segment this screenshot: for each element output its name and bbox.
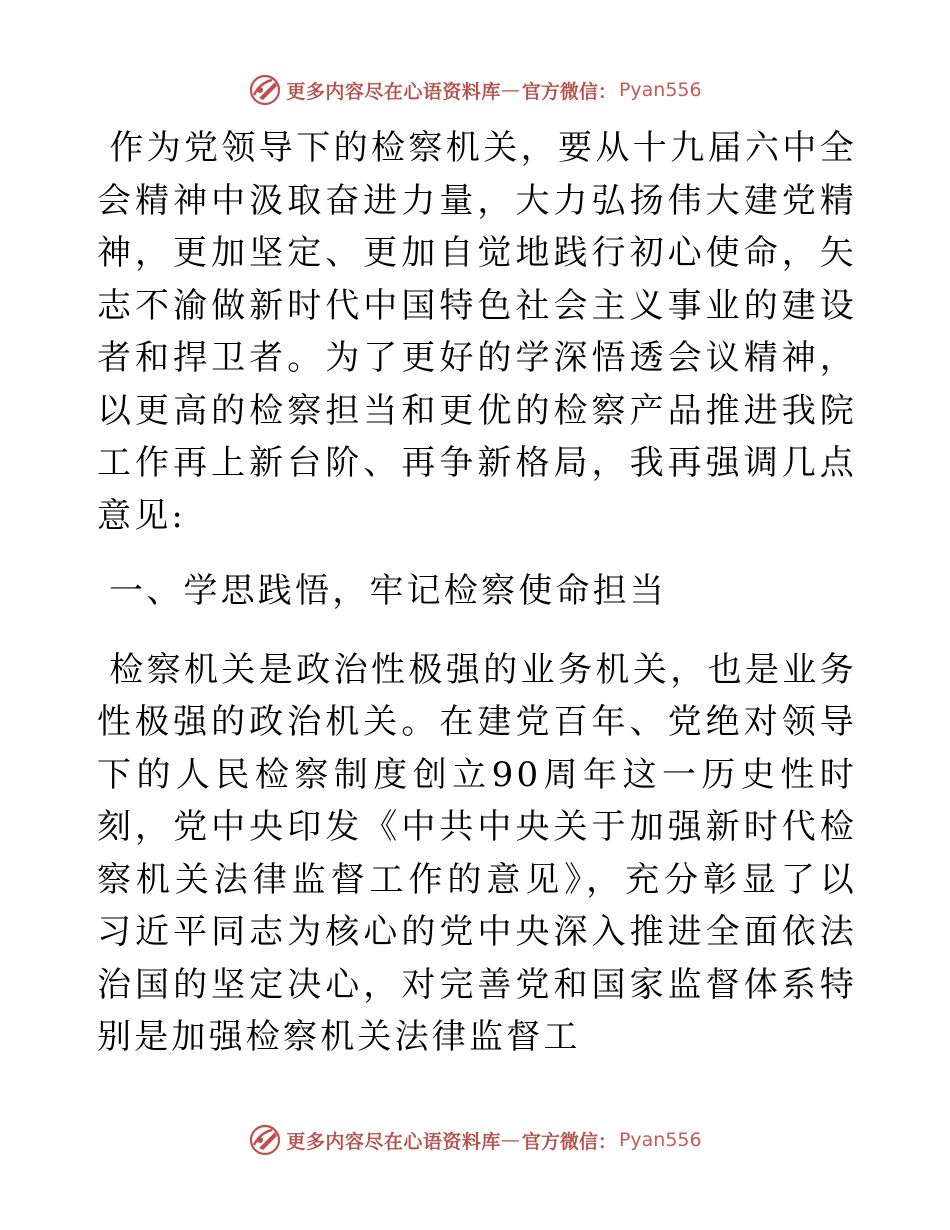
pen-logo-icon xyxy=(248,1123,282,1157)
watermark-header xyxy=(0,70,950,110)
watermark-wechat-id: Pyan556 xyxy=(618,79,702,101)
section-heading-1-text: 一、学思践悟，牢记检察使命担当 xyxy=(109,571,667,611)
watermark-text: 更多内容尽在心语资料库 xyxy=(286,1130,501,1153)
watermark-separator: — xyxy=(500,1129,520,1151)
watermark-wechat-id: Pyan556 xyxy=(618,1129,702,1151)
watermark-separator: — xyxy=(500,79,520,101)
section-heading-1 xyxy=(97,565,857,618)
paragraph-section-1-text: 检察机关是政治性极强的业务机关，也是业务性极强的政治机关。在建党百年、党绝对领导下的人民检察制度创立90周年这一历史性时刻，党中央印发《中共中央关于加强新时代检察机关法律监督工作的意见》，充分彰显了以习近平同志为核心的党中央深入推进全面依法治国的坚定决心，对完善党和国家监督体系特别是加强检察机关法律监督工 xyxy=(97,649,857,1057)
document-body xyxy=(97,122,857,1064)
paragraph-intro-text: 作为党领导下的检察机关，要从十九届六中全会精神中汲取奋进力量，大力弘扬伟大建党精神，更加坚定、更加自觉地践行初心使命，矢志不渝做新时代中国特色社会主义事业的建设者和捍卫者。为了更好的学深悟透会议精神，以更高的检察担当和更优的检察产品推进我院工作再上新台阶、再争新格局，我再强调几点意见: xyxy=(97,128,857,536)
watermark-wechat-label: 官方微信： xyxy=(521,1130,617,1153)
watermark-wechat-label: 官方微信： xyxy=(521,80,617,103)
watermark-footer xyxy=(0,1120,950,1160)
pen-logo-icon xyxy=(248,73,282,107)
paragraph-intro xyxy=(97,122,857,542)
paragraph-section-1 xyxy=(97,644,857,1064)
watermark-text: 更多内容尽在心语资料库 xyxy=(286,80,501,103)
